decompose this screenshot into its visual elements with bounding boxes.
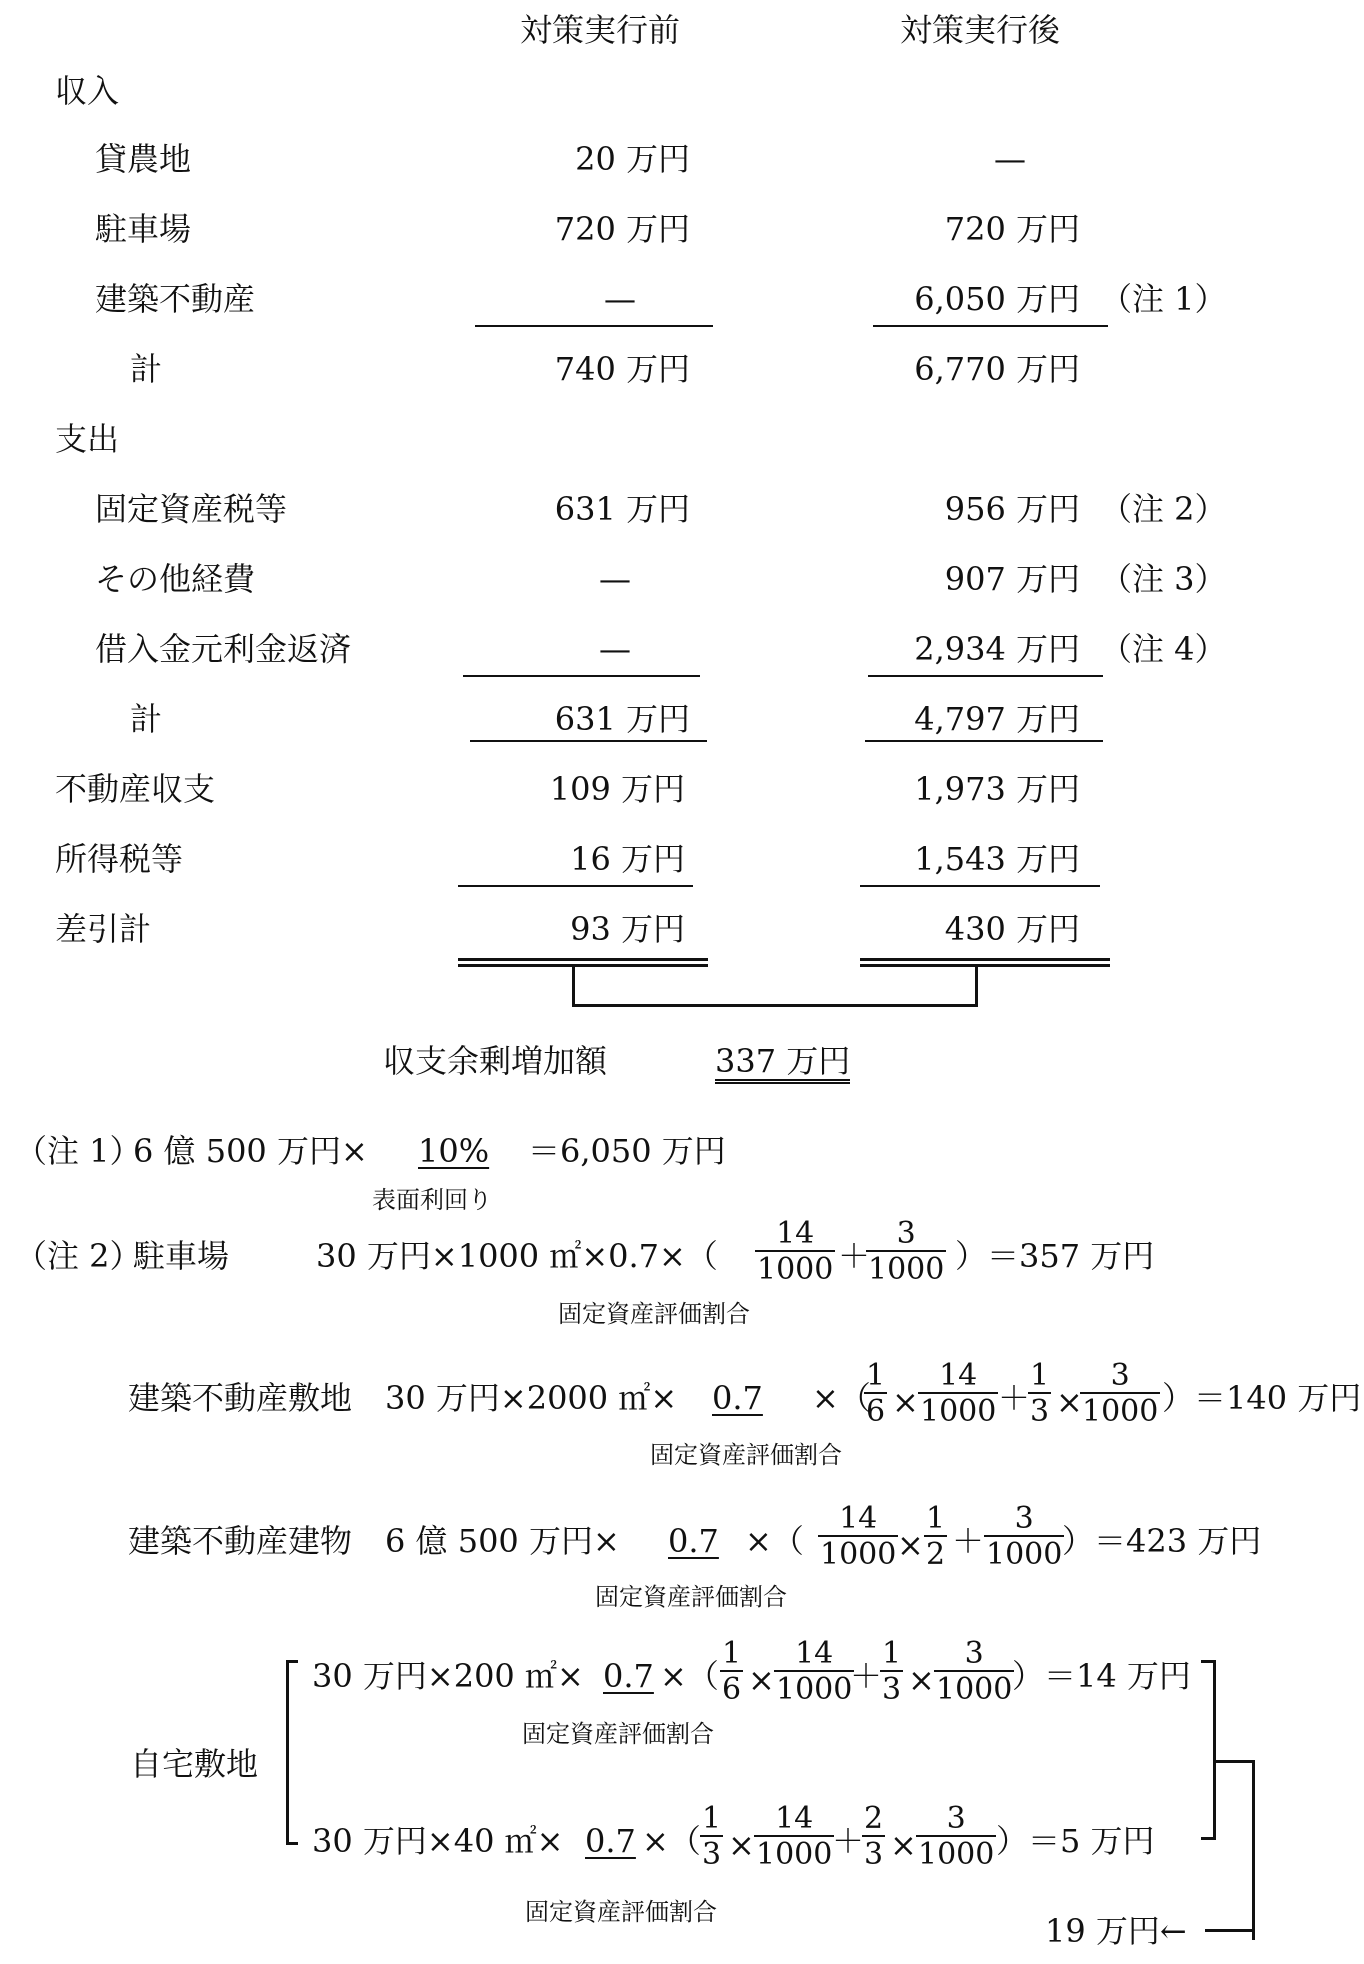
note-ref: （注 4） — [1100, 630, 1227, 668]
arrow-line — [1205, 1929, 1255, 1932]
row-before: — — [599, 630, 631, 668]
double-rule — [860, 958, 1110, 967]
fraction: $\frac{14}{1000}$ — [757, 1216, 834, 1287]
divider-line — [458, 885, 693, 887]
home2-post: ）＝5 万円 — [996, 1822, 1155, 1860]
row-label: 建築不動産 — [95, 280, 256, 318]
summary-after: 1,543 万円 — [914, 840, 1080, 878]
total-before: 740 万円 — [554, 350, 690, 388]
rate-sub-label: 固定資産評価割合 — [558, 1300, 750, 1328]
home1-rate: 0.7 — [603, 1657, 654, 1695]
total-label: 計 — [130, 350, 163, 388]
note2-parking-post: ）＝357 万円 — [955, 1237, 1155, 1275]
home2-pre: 30 万円×40 ㎡× — [312, 1822, 564, 1860]
row-after: — — [994, 140, 1026, 178]
total-after: 6,770 万円 — [914, 350, 1080, 388]
fraction: $\frac{3}{1000}$ — [918, 1801, 995, 1872]
home1-open: ×（ — [660, 1657, 719, 1695]
note2-land-open: ×（ — [812, 1379, 871, 1417]
note2-building-label: 建築不動産建物 — [128, 1522, 353, 1560]
home1-pre: 30 万円×200 ㎡× — [312, 1657, 584, 1695]
fraction: $\frac{3}{1000}$ — [936, 1636, 1013, 1707]
fraction: $\frac{1}{3}$ — [702, 1801, 722, 1872]
total-before: 631 万円 — [554, 700, 690, 738]
note-ref: （注 1） — [1100, 280, 1227, 318]
note2-building-rate: 0.7 — [668, 1522, 719, 1560]
note1-pre: 6 億 500 万円× — [133, 1132, 368, 1170]
arrow-line — [1213, 1760, 1255, 1763]
note2-home-label: 自宅敷地 — [130, 1745, 259, 1783]
fraction: $\frac{14}{1000}$ — [820, 1501, 897, 1572]
plus-sign: ＋ — [838, 1237, 871, 1275]
row-label: 固定資産税等 — [95, 490, 288, 528]
times-sign: × — [892, 1383, 919, 1421]
note-ref: （注 2） — [1100, 490, 1227, 528]
note2-land-pre: 30 万円×2000 ㎡× — [385, 1379, 678, 1417]
summary-before: 93 万円 — [570, 910, 685, 948]
divider-line — [873, 325, 1108, 327]
note-ref: （注 3） — [1100, 560, 1227, 598]
note2-building-post: ）＝423 万円 — [1062, 1522, 1262, 1560]
times-sign: × — [908, 1661, 935, 1699]
times-sign: × — [728, 1826, 755, 1864]
left-bracket — [286, 1660, 298, 1663]
summary-before: 16 万円 — [570, 840, 685, 878]
fraction: $\frac{14}{1000}$ — [756, 1801, 833, 1872]
divider-line — [860, 885, 1100, 887]
rate-sub-label: 固定資産評価割合 — [525, 1898, 717, 1926]
divider-line — [463, 675, 700, 677]
summary-label: 差引計 — [55, 910, 152, 948]
note1-tag: （注 1） — [15, 1132, 142, 1170]
home-total: 19 万円← — [1045, 1912, 1187, 1950]
fraction: $\frac{1}{6}$ — [866, 1358, 886, 1429]
plus-sign: ＋ — [832, 1822, 865, 1860]
row-before: 20 万円 — [575, 140, 690, 178]
note2-parking-label: 駐車場 — [133, 1237, 230, 1275]
connector-line — [572, 967, 575, 1006]
left-bracket — [286, 1842, 298, 1845]
fraction: $\frac{1}{3}$ — [882, 1636, 902, 1707]
rate-sub-label: 固定資産評価割合 — [595, 1583, 787, 1611]
note1-rate: 10% — [418, 1132, 490, 1170]
connector-line — [975, 967, 978, 1006]
fraction: $\frac{3}{1000}$ — [1082, 1358, 1159, 1429]
row-before: — — [599, 560, 631, 598]
home1-post: ）＝14 万円 — [1012, 1657, 1191, 1695]
fraction: $\frac{3}{1000}$ — [986, 1501, 1063, 1572]
plus-sign: ＋ — [952, 1522, 985, 1560]
note2-land-label: 建築不動産敷地 — [128, 1379, 353, 1417]
times-sign: × — [1056, 1383, 1083, 1421]
row-label: 借入金元利金返済 — [95, 630, 352, 668]
summary-label: 不動産収支 — [55, 770, 216, 808]
home2-rate: 0.7 — [585, 1822, 636, 1860]
fraction: $\frac{1}{3}$ — [1030, 1358, 1050, 1429]
note2-parking-pre: 30 万円×1000 ㎡×0.7×（ — [316, 1237, 718, 1275]
right-bracket — [1201, 1837, 1213, 1840]
times-sign: × — [890, 1826, 917, 1864]
summary-after: 1,973 万円 — [914, 770, 1080, 808]
left-bracket — [286, 1660, 289, 1845]
rate-sub-label: 固定資産評価割合 — [522, 1720, 714, 1748]
row-before: — — [604, 280, 636, 318]
connector-line — [572, 1004, 978, 1007]
home2-open: ×（ — [642, 1822, 701, 1860]
header-after: 対策実行後 — [900, 11, 1061, 49]
rate-sub-label: 固定資産評価割合 — [650, 1441, 842, 1469]
note1-post: ＝6,050 万円 — [528, 1132, 726, 1170]
fraction: $\frac{1}{6}$ — [722, 1636, 742, 1707]
fraction: $\frac{14}{1000}$ — [920, 1358, 997, 1429]
row-before: 720 万円 — [554, 210, 690, 248]
expense-title: 支出 — [55, 420, 120, 458]
row-before: 631 万円 — [554, 490, 690, 528]
right-bracket — [1201, 1660, 1213, 1663]
note2-tag: （注 2） — [15, 1237, 142, 1275]
times-sign: × — [748, 1661, 775, 1699]
divider-line — [868, 675, 1103, 677]
row-after: 907 万円 — [944, 560, 1080, 598]
total-label: 計 — [130, 700, 163, 738]
income-title: 収入 — [55, 72, 120, 110]
divider-line — [470, 740, 707, 742]
summary-label: 所得税等 — [55, 840, 184, 878]
surplus-label: 収支余剰増加額 — [383, 1042, 608, 1080]
note2-land-rate: 0.7 — [712, 1379, 763, 1417]
row-label: 貸農地 — [95, 140, 192, 178]
divider-line — [865, 740, 1103, 742]
note2-building-pre: 6 億 500 万円× — [385, 1522, 620, 1560]
fraction: $\frac{2}{3}$ — [864, 1801, 884, 1872]
header-before: 対策実行前 — [520, 11, 681, 49]
surplus-value: 337 万円 — [715, 1045, 850, 1084]
fraction: $\frac{3}{1000}$ — [868, 1216, 945, 1287]
note2-building-open: ×（ — [745, 1522, 804, 1560]
double-rule — [458, 958, 708, 967]
note2-land-post: ）＝140 万円 — [1162, 1379, 1362, 1417]
divider-line — [475, 325, 713, 327]
total-after: 4,797 万円 — [914, 700, 1080, 738]
note1-sub: 表面利回り — [372, 1186, 492, 1214]
plus-sign: ＋ — [998, 1379, 1031, 1417]
right-bracket — [1213, 1660, 1216, 1840]
arrow-line — [1252, 1760, 1255, 1940]
row-label: その他経費 — [95, 560, 256, 598]
row-after: 6,050 万円 — [914, 280, 1080, 318]
row-after: 2,934 万円 — [914, 630, 1080, 668]
row-label: 駐車場 — [95, 210, 192, 248]
summary-after: 430 万円 — [944, 910, 1080, 948]
summary-before: 109 万円 — [549, 770, 685, 808]
row-after: 720 万円 — [944, 210, 1080, 248]
times-sign: × — [897, 1526, 924, 1564]
plus-sign: ＋ — [850, 1657, 883, 1695]
fraction: $\frac{14}{1000}$ — [776, 1636, 853, 1707]
row-after: 956 万円 — [944, 490, 1080, 528]
fraction: $\frac{1}{2}$ — [926, 1501, 946, 1572]
